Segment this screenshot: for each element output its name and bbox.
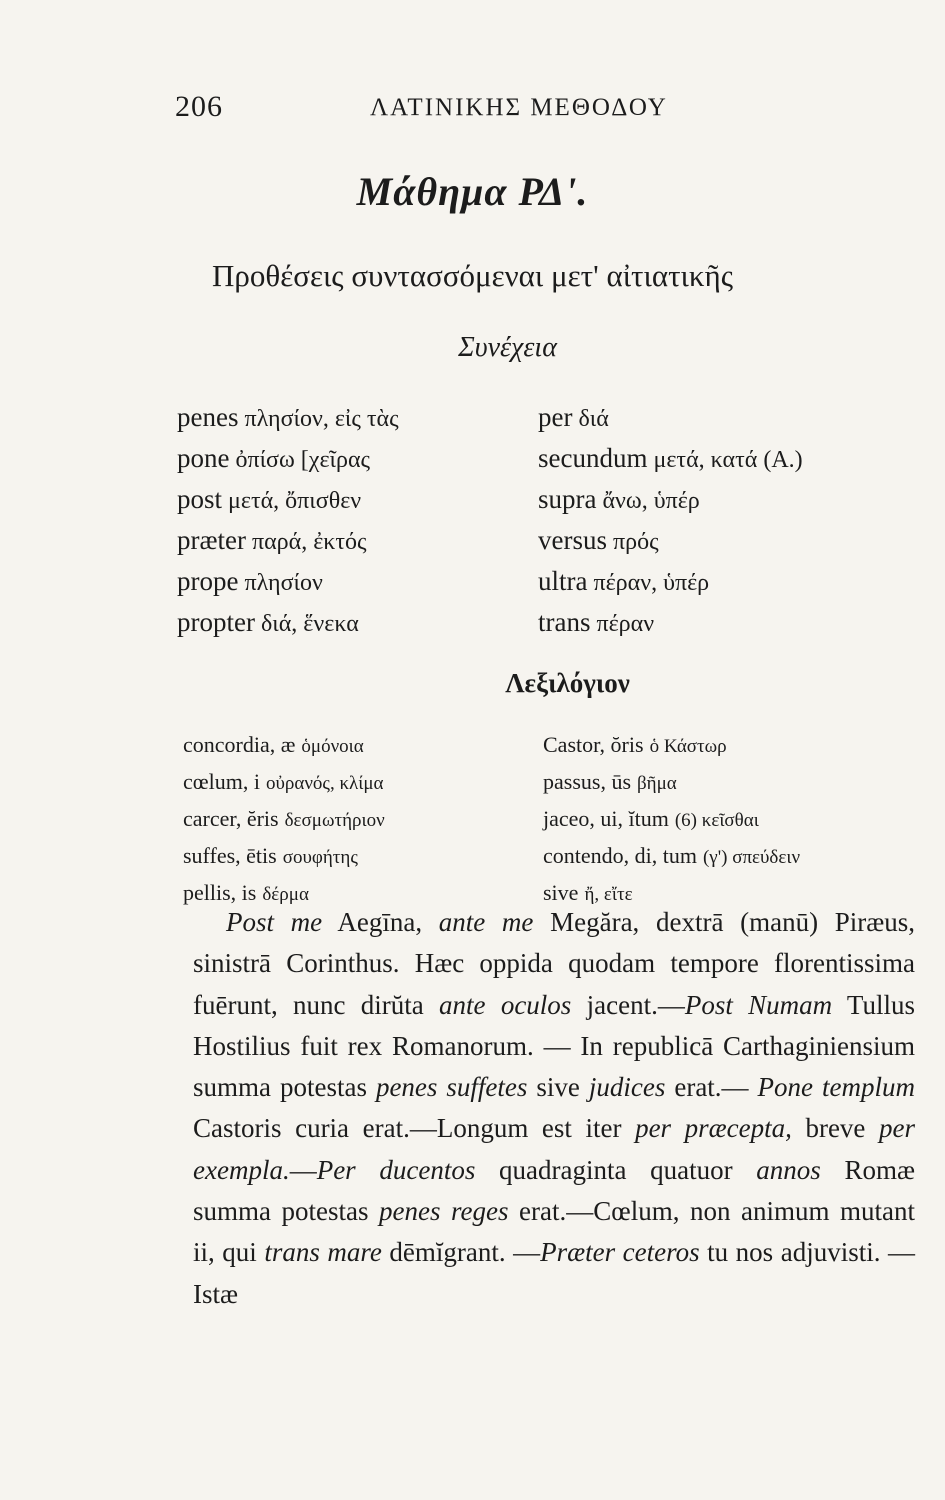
vocabulary-entry xyxy=(183,764,523,801)
latin-term: jaceo, ui, ĭtum xyxy=(543,806,669,831)
greek-translation: διά xyxy=(578,406,609,432)
preposition-entry xyxy=(538,398,908,439)
text-run: sive xyxy=(527,1072,589,1103)
vocabulary-entry xyxy=(543,838,923,875)
latin-term: Castor, ŏris xyxy=(543,732,644,757)
greek-translation: πρός xyxy=(613,529,659,555)
text-run: erat.— xyxy=(665,1072,758,1103)
page-number: 206 xyxy=(175,90,223,123)
latin-term: pone xyxy=(177,443,230,473)
italic-phrase: Præter ceteros xyxy=(540,1237,700,1268)
latin-term: contendo, di, tum xyxy=(543,843,697,868)
prepositions-left-column xyxy=(177,398,517,644)
preposition-entry xyxy=(177,439,517,480)
greek-translation: πλησίον xyxy=(244,570,323,596)
section-vocabulary-label: Λεξιλόγιον xyxy=(505,668,630,698)
latin-term: secundum xyxy=(538,443,648,473)
text-run: Romæ summa potestas xyxy=(193,1154,915,1227)
running-title: ΛΑΤΙΝΙΚΗΣ ΜΕΘΟΔΟΥ xyxy=(370,94,668,121)
text-run: Castoris curia erat.—Longum est iter xyxy=(193,1113,636,1144)
greek-translation: βῆμα xyxy=(637,773,677,794)
latin-term: suffes, ētis xyxy=(183,843,277,868)
greek-translation: δέρμα xyxy=(262,884,309,905)
greek-translation: ὁμόνοια xyxy=(301,736,364,757)
text-run: Tullus Hostilius fuit rex Romanorum. — In republicā Carthaginiensium summa potestas xyxy=(193,989,915,1103)
exercise-passage xyxy=(193,902,915,1315)
preposition-entry xyxy=(177,398,517,439)
italic-phrase: Per ducentos xyxy=(316,1154,476,1185)
latin-term: trans xyxy=(538,607,591,637)
latin-term: prope xyxy=(177,566,239,596)
prepositions-right-column xyxy=(538,398,908,644)
section-continuation-label: Συνέχεια xyxy=(458,332,557,363)
italic-phrase: Pone templum xyxy=(757,1072,915,1103)
greek-translation: οὐρανός, κλίμα xyxy=(266,773,384,794)
text-run: Megăra, dextrā (manū) Piræus, sinistrā Corinthus. Hæc oppida quodam tempore florentissima fuērunt, nunc dirŭta xyxy=(193,907,916,1020)
greek-translation: πέραν, ὑπέρ xyxy=(593,570,710,596)
latin-term: per xyxy=(538,402,573,432)
vocabulary-entry xyxy=(183,801,523,838)
lesson-subtitle: Προθέσεις συντασσόμεναι μετ' αἰτιατικῆς xyxy=(212,258,733,293)
greek-translation: (γ') σπεύδειν xyxy=(702,847,801,868)
text-run: erat.—Cœlum, non animum mutant ii, qui xyxy=(193,1196,916,1268)
greek-translation: παρά, ἐκτός xyxy=(251,529,367,555)
italic-phrase: Post Numam xyxy=(684,989,833,1020)
italic-phrase: penes suffetes xyxy=(375,1072,528,1103)
greek-translation: (6) κεῖσθαι xyxy=(674,810,759,831)
latin-term: supra xyxy=(538,484,597,514)
greek-translation: ἤ, εἴτε xyxy=(584,884,633,905)
latin-term: post xyxy=(177,484,223,514)
greek-translation: δεσμωτήριον xyxy=(284,810,385,831)
latin-term: cœlum, i xyxy=(183,769,260,794)
latin-term: sive xyxy=(543,880,579,905)
preposition-entry xyxy=(538,521,908,562)
italic-phrase: trans mare xyxy=(264,1237,382,1268)
italic-phrase: penes reges xyxy=(379,1196,509,1227)
latin-term: ultra xyxy=(538,566,588,596)
vocabulary-entry xyxy=(543,727,923,764)
greek-translation: πέραν xyxy=(596,611,655,637)
text-run: — xyxy=(289,1154,317,1185)
preposition-entry xyxy=(177,521,517,562)
italic-phrase: annos xyxy=(756,1154,821,1185)
preposition-entry xyxy=(538,562,908,603)
vocabulary-entry xyxy=(543,801,923,838)
latin-term: passus, ūs xyxy=(543,769,632,794)
greek-translation: ὁ Κάστωρ xyxy=(649,736,727,757)
greek-translation: διά, ἕνεκα xyxy=(260,611,359,637)
text-run: dēmĭgrant. — xyxy=(381,1237,541,1268)
italic-phrase: Post me xyxy=(226,907,323,937)
latin-term: propter xyxy=(177,607,255,637)
vocabulary-entry xyxy=(183,838,523,875)
preposition-entry xyxy=(177,562,517,603)
latin-term: præter xyxy=(177,525,246,555)
page-header xyxy=(175,90,735,130)
italic-phrase: per præcepta, xyxy=(635,1113,792,1144)
text-run: Aegīna, xyxy=(322,907,439,937)
latin-term: concordia, æ xyxy=(183,732,296,757)
preposition-entry xyxy=(538,603,908,644)
vocabulary-entry xyxy=(543,764,923,801)
passage-paragraph xyxy=(193,902,915,1315)
text-run: breve xyxy=(791,1113,879,1144)
preposition-entry xyxy=(538,439,908,480)
preposition-entry xyxy=(538,480,908,521)
greek-translation: σουφήτης xyxy=(282,847,358,868)
vocabulary-left-column xyxy=(183,727,523,912)
text-run: tu nos adjuvisti. — Istæ xyxy=(193,1237,915,1309)
vocabulary-right-column xyxy=(543,727,923,912)
greek-translation: ὀπίσω [χεῖρας xyxy=(235,447,371,473)
italic-phrase: ante me xyxy=(438,907,534,937)
italic-phrase: ante oculos xyxy=(439,989,572,1020)
italic-phrase: per exempla. xyxy=(193,1113,915,1185)
lesson-title: Μάθημα ΡΔ'. xyxy=(356,169,589,214)
latin-term: penes xyxy=(177,402,239,432)
greek-translation: μετά, κατά (Α.) xyxy=(653,447,803,473)
preposition-entry xyxy=(177,603,517,644)
preposition-entry xyxy=(177,480,517,521)
text-run: quadraginta quatuor xyxy=(475,1154,757,1185)
text-run: jacent.— xyxy=(571,989,685,1020)
greek-translation: πλησίον, εἰς τὰς xyxy=(244,406,399,432)
italic-phrase: judices xyxy=(588,1072,666,1103)
latin-term: versus xyxy=(538,525,607,555)
latin-term: pellis, is xyxy=(183,880,257,905)
vocabulary-entry xyxy=(183,727,523,764)
greek-translation: ἄνω, ὑπέρ xyxy=(602,488,700,514)
greek-translation: μετά, ὄπισθεν xyxy=(228,488,362,514)
latin-term: carcer, ĕris xyxy=(183,806,279,831)
